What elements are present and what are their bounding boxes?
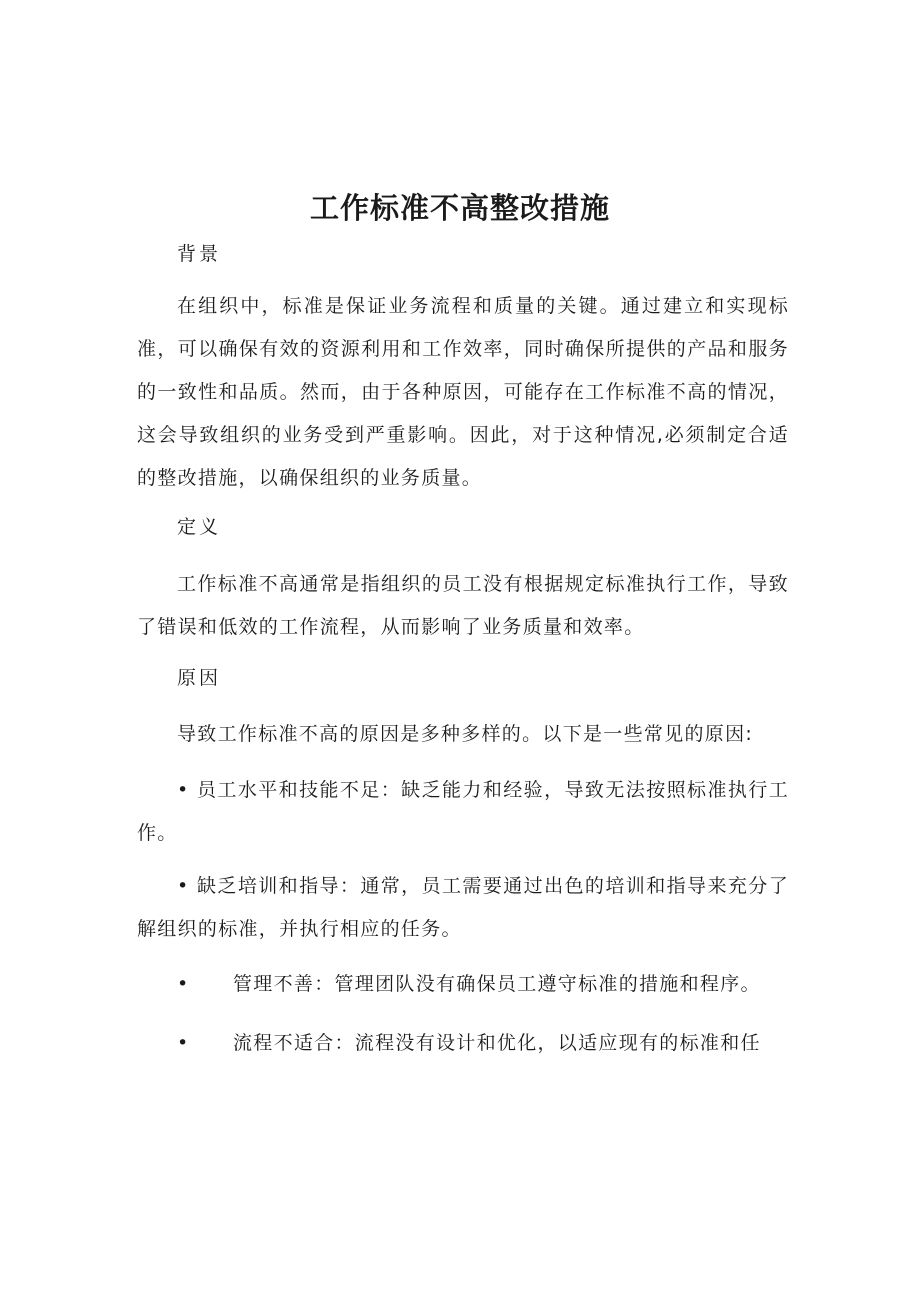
bullet-icon: • (177, 875, 190, 897)
bullet-icon: • (177, 779, 190, 801)
list-item-text: 员工水平和技能不足：缺乏能力和经验，导致无法按照标准执行工作。 (137, 779, 790, 844)
list-item (137, 865, 789, 951)
section-heading-causes: 原因 (177, 667, 222, 689)
list-item-text: 流程不适合：流程没有设计和优化，以适应现有的标准和任 (233, 1032, 761, 1054)
section-heading-background: 背景 (177, 243, 222, 265)
bullet-icon: • (177, 1032, 190, 1054)
list-item (137, 769, 789, 855)
list-item-text: 缺乏培训和指导：通常，员工需要通过出色的培训和指导来充分了解组织的标准，并执行相应的任务。 (137, 875, 790, 940)
bullet-icon: • (177, 973, 190, 995)
section-heading-definition: 定义 (177, 516, 222, 538)
paragraph-background: 在组织中，标准是保证业务流程和质量的关键。通过建立和实现标准，可以确保有效的资源利用和工作效率，同时确保所提供的产品和服务的一致性和品质。然而，由于各种原因，可能存在工作标准不高的情况，这会导致组织的业务受到严重影响。因此，对于这种情况,必须制定合适的整改措施，以确保组织的业务质量。 (137, 295, 789, 489)
list-item-text: 管理不善：管理团队没有确保员工遵守标准的措施和程序。 (233, 973, 761, 995)
document-title: 工作标准不高整改措施 (309, 191, 610, 225)
paragraph-definition: 工作标准不高通常是指组织的员工没有根据规定标准执行工作，导致了错误和低效的工作流程，从而影响了业务质量和效率。 (137, 573, 789, 638)
paragraph-causes-intro: 导致工作标准不高的原因是多种多样的。以下是一些常见的原因: (177, 723, 754, 745)
